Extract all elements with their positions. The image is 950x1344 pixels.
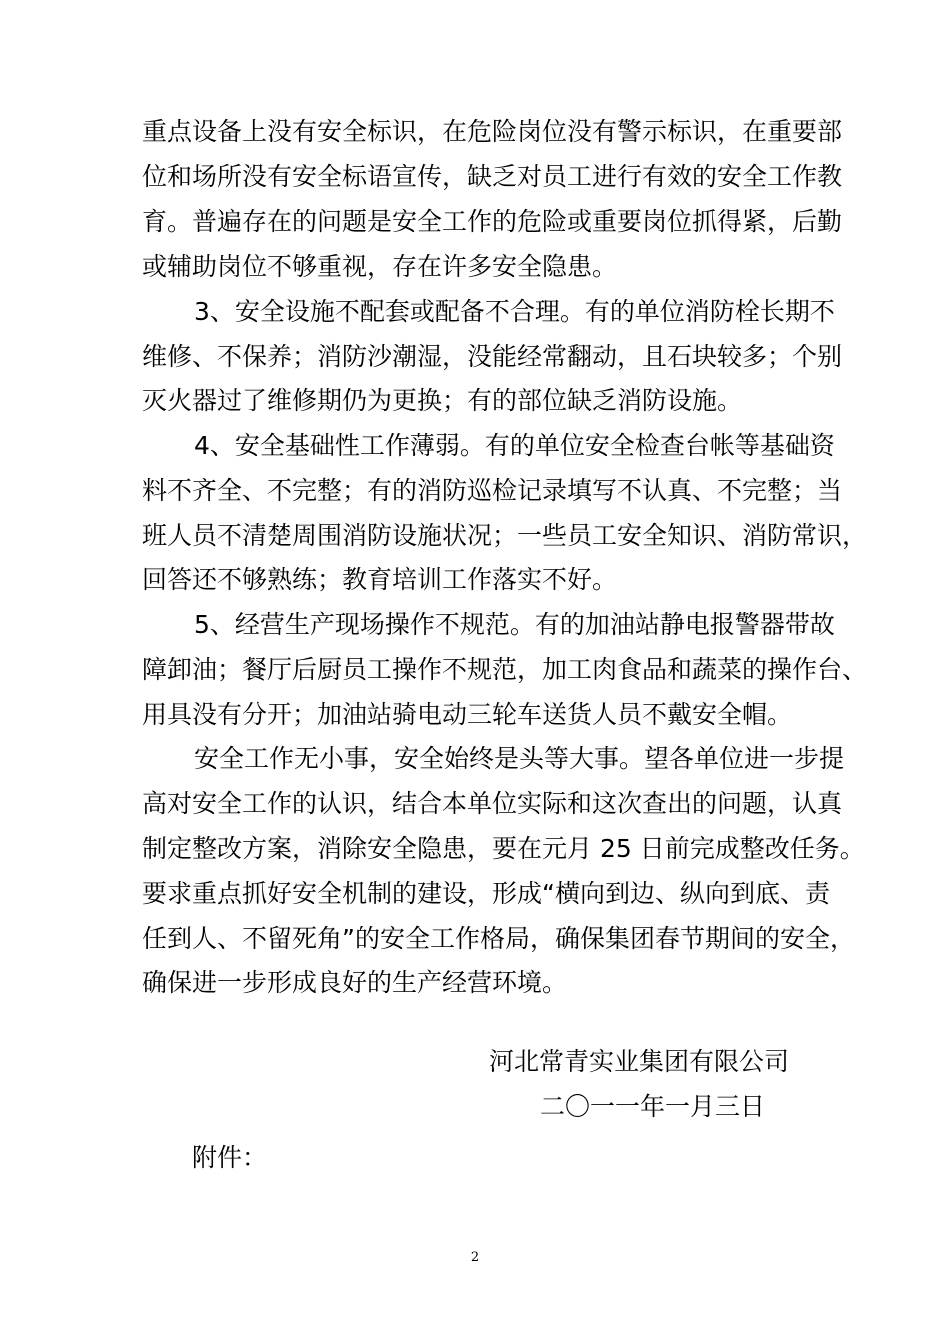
body-text-line: 5、经营生产现场操作不规范。有的加油站静电报警器带故 (194, 610, 835, 639)
body-text-line: 用具没有分开；加油站骑电动三轮车送货人员不戴安全帽。 (142, 700, 793, 729)
body-text-line: 位和场所没有安全标语宣传，缺乏对员工进行有效的安全工作教 (142, 162, 843, 191)
body-text-line: 或辅助岗位不够重视，存在许多安全隐患。 (142, 252, 618, 281)
signature-date: 二〇一一年一月三日 (540, 1092, 766, 1121)
body-text-line: 育。普遍存在的问题是安全工作的危险或重要岗位抓得紧，后勤 (142, 207, 843, 236)
attachment-label: 附件： (192, 1143, 268, 1172)
body-text-line: 要求重点抓好安全机制的建设，形成“横向到边、纵向到底、责 (142, 879, 830, 908)
body-text-line: 班人员不清楚周围消防设施状况；一些员工安全知识、消防常识， (142, 521, 868, 550)
body-text-line: 维修、不保养；消防沙潮湿，没能经常翻动，且石块较多；个别 (142, 342, 843, 371)
body-text-line: 4、安全基础性工作薄弱。有的单位安全检查台帐等基础资 (194, 431, 835, 460)
signature-organization: 河北常青实业集团有限公司 (489, 1047, 790, 1076)
body-text-line: 灭火器过了维修期仍为更换；有的部位缺乏消防设施。 (142, 386, 743, 415)
body-text-line: 高对安全工作的认识，结合本单位实际和这次查出的问题，认真 (142, 789, 843, 818)
body-text-line: 回答还不够熟练；教育培训工作落实不好。 (142, 565, 618, 594)
body-text-line: 制定整改方案，消除安全隐患，要在元月 25 日前完成整改任务。 (142, 834, 865, 863)
body-text-line: 安全工作无小事，安全始终是头等大事。望各单位进一步提 (194, 744, 845, 773)
body-text-line: 料不齐全、不完整；有的消防巡检记录填写不认真、不完整；当 (142, 476, 843, 505)
body-text-line: 障卸油；餐厅后厨员工操作不规范，加工肉食品和蔬菜的操作台、 (142, 655, 868, 684)
page-number: 2 (470, 1250, 480, 1265)
body-text-line: 任到人、不留死角”的安全工作格局，确保集团春节期间的安全， (142, 924, 855, 953)
body-text-line: 3、安全设施不配套或配备不合理。有的单位消防栓长期不 (194, 297, 835, 326)
body-text-line: 确保进一步形成良好的生产经营环境。 (142, 968, 568, 997)
body-text-line: 重点设备上没有安全标识，在危险岗位没有警示标识，在重要部 (142, 117, 843, 146)
